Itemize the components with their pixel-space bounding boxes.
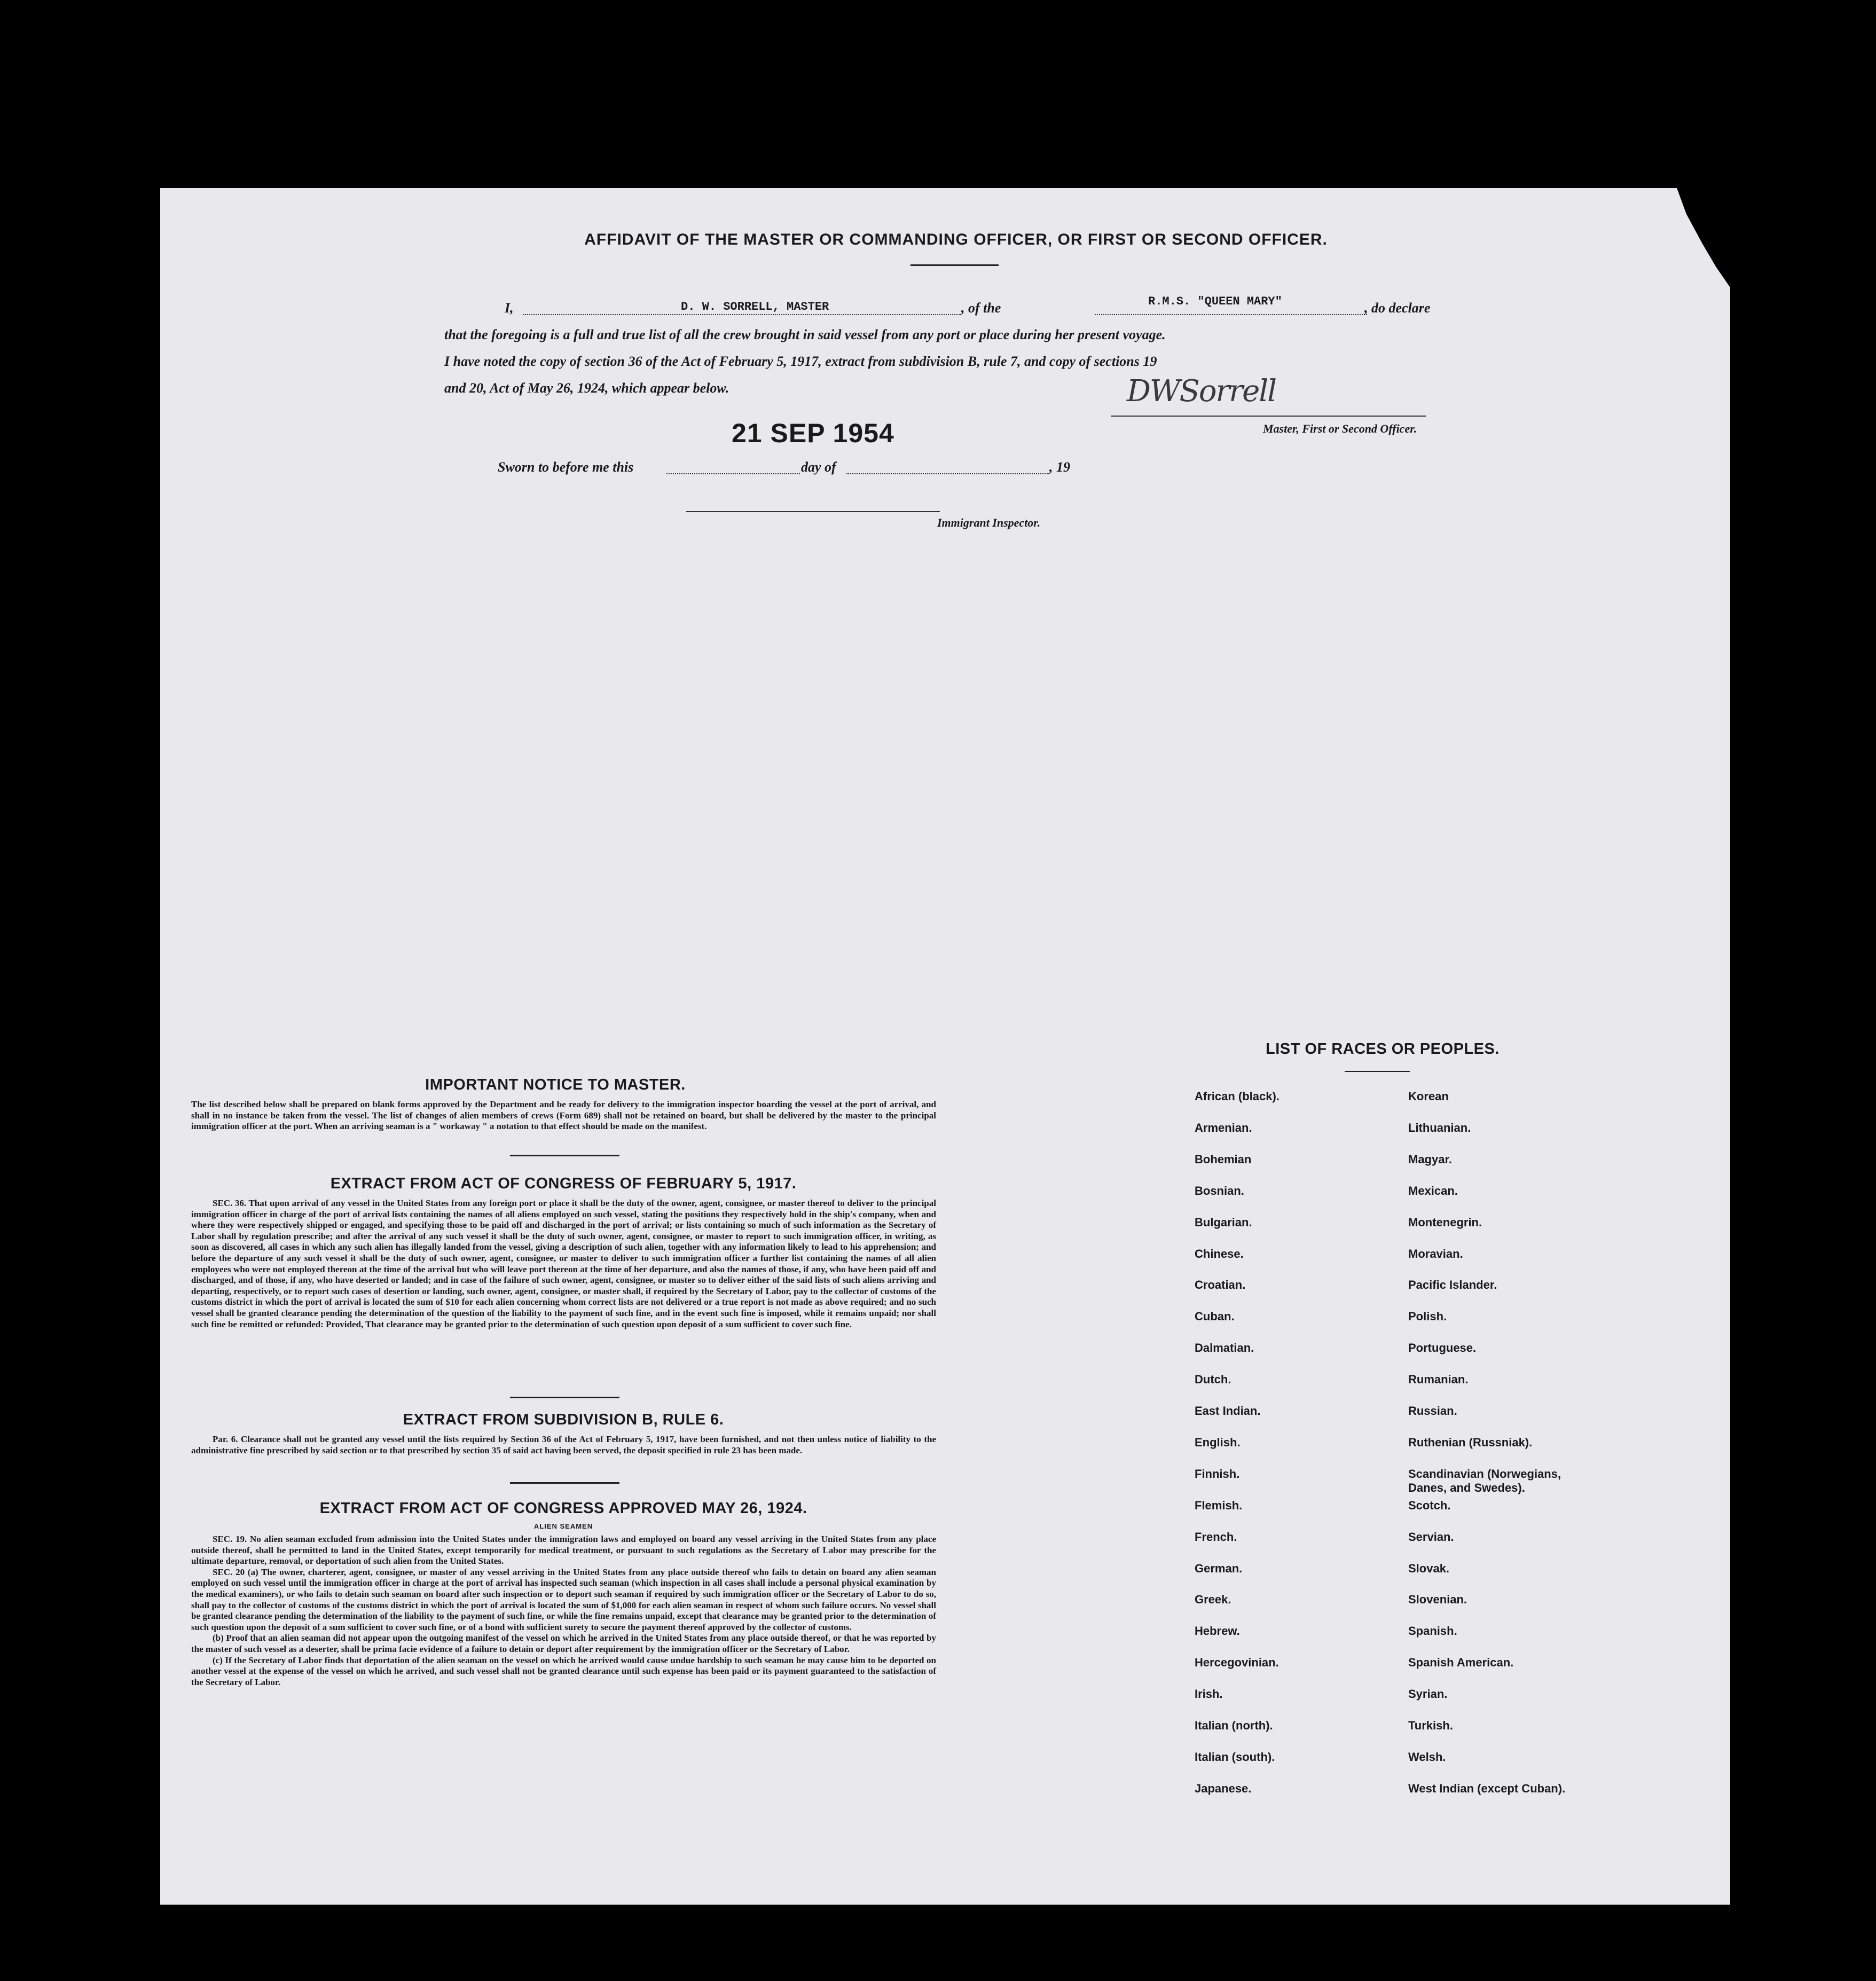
sec-20a: SEC. 20 (a) The owner, charterer, agent, consignee, or master of any vessel arriving in the United States from any place outside thereof who fails to detain on board any alien seaman employed on such vessel until the immigration officer in charge at the port of arrival has inspected such seaman (which inspection in all cases shall include a personal physical examination by the medical examiners), or who fails to detain such seaman on board after such inspection or to deport such seaman if required by such immigration officer or the Secretary of Labor to do so, shall pay to the collector of customs of the customs district in which the port of arrival is located the sum of $1,000 for each alien seaman in respect of whom such failure occurs. No vessel shall be granted clearance pending the determination of the liability to the payment of such fine, or while the fine remains unpaid, except that clearance may be granted prior to the determination of such question upon the deposit of a sum sufficient to cover such fine, or of a bond with sufficient surety to secure the payment thereof approved by the collector of customs. xyxy=(191,1567,936,1632)
binder-hole xyxy=(1780,1365,1809,1393)
inspector-line xyxy=(686,511,940,512)
name-line xyxy=(523,314,961,315)
race-item: Slovenian. xyxy=(1408,1593,1467,1607)
sworn-day-of: day of xyxy=(801,459,836,475)
race-item: Cuban. xyxy=(1195,1310,1235,1324)
declaration-of-the: , of the xyxy=(961,300,1001,316)
race-item: Servian. xyxy=(1408,1530,1454,1544)
sec-20b: (b) Proof that an alien seaman did not appear upon the outgoing manifest of the vessel on which he arrived in the United States from any place outside thereof, or that he was reported by the master of such vessel as a deserter, shall be prima facie evidence of a failure to detain or deport after requirement by the immigration officer or the Secretary of Labor. xyxy=(191,1633,936,1654)
race-item: Croatian. xyxy=(1195,1278,1246,1292)
race-item: Scandinavian (Norwegians, Danes, and Swedes). xyxy=(1408,1467,1561,1494)
binder-hole xyxy=(1780,1724,1809,1753)
race-item: German. xyxy=(1195,1561,1243,1575)
race-item: Rumanian. xyxy=(1408,1373,1469,1387)
vessel-line xyxy=(1095,314,1367,315)
alien-seamen-subhead: ALIEN SEAMEN xyxy=(533,1522,593,1530)
sworn-day-line xyxy=(666,473,800,474)
race-item: Greek. xyxy=(1195,1593,1231,1607)
race-item: Lithuanian. xyxy=(1408,1121,1471,1134)
race-item: Hebrew. xyxy=(1195,1624,1240,1638)
sec-20c: (c) If the Secretary of Labor finds that deportation of the alien seaman on the vessel on which he arrived would cause undue hardship to such seaman he may cause him to be deported on another vessel at the expense of the vessel on which he arrived, and such vessel shall not be granted clearance until such expense has been paid or its payment guaranteed to the satisfaction of the Secretary of Labor. xyxy=(191,1655,936,1687)
title-rule xyxy=(910,264,999,266)
race-item: Japanese. xyxy=(1195,1781,1252,1795)
race-item: English. xyxy=(1195,1435,1241,1449)
signature-line xyxy=(1111,416,1426,417)
race-item: Pacific Islander. xyxy=(1408,1278,1497,1292)
declaration-line-3: and 20, Act of May 26, 1924, which appear below. xyxy=(444,380,729,396)
race-item: Italian (south). xyxy=(1195,1750,1275,1764)
declaration-i: I, xyxy=(505,300,514,316)
declaration-do-declare: , do declare xyxy=(1364,300,1431,316)
race-item: Irish. xyxy=(1195,1687,1223,1701)
race-item: Armenian. xyxy=(1195,1121,1252,1134)
date-stamp: 21 SEP 1954 xyxy=(732,418,894,448)
race-item: Chinese. xyxy=(1195,1247,1244,1260)
race-item: Hercegovinian. xyxy=(1195,1656,1279,1670)
race-item: Moravian. xyxy=(1408,1247,1463,1260)
race-item: Scotch. xyxy=(1408,1498,1451,1512)
race-item: Ruthenian (Russniak). xyxy=(1408,1435,1533,1449)
sworn-year: , 19 xyxy=(1049,459,1070,475)
race-item: Bulgarian. xyxy=(1195,1215,1252,1229)
race-item: Mexican. xyxy=(1408,1184,1458,1197)
extract-1924-title: EXTRACT FROM ACT OF CONGRESS APPROVED MAY 26, 1924. xyxy=(319,1500,807,1517)
extract-1917-body: SEC. 36. That upon arrival of any vessel in the United States from any foreign port or place it shall be the duty of the owner, agent, consignee, or master thereof to deliver to the principal immigration officer in charge of the port of arrival lists containing the names of all aliens employed on such vessel, stating the positions they respectively hold in the ship's company, when and where they were respectively shipped or engaged, and specifying those to be paid off and discharged in the port of arrival; or lists containing so much of such information as the Secretary of Labor shall by regulation prescribe; and after the arrival of any such vessel it shall be the duty of such owner, agent, consignee, or master to report to such immigration officer, in writing, as soon as discovered, all cases in which any such alien has illegally landed from the vessel, giving a description of such alien, together with any information likely to lead to his apprehension; and before the departure of any such vessel it shall be the duty of such owner, agent, consignee, or master to deliver to such immigration officer a further list containing the names of all alien employees who were not employed thereon at the time of the arrival but who will leave port thereon at the time of her departure, and also the names of those, if any, who have been paid off and discharged, and of those, if any, who have deserted or landed; and in case of the failure of such owner, agent, consignee, or master so to deliver either of the said lists of such aliens arriving and departing, respectively, or to report such cases of desertion or landing, such owner, agent, consignee, or master shall, if required by the Secretary of Labor, pay to the collector of customs of the customs district in which the port of arrival is located the sum of $10 for each alien concerning whom correct lists are not delivered or a true report is not made as above required; and no such vessel shall be granted clearance pending the determination of the question of the liability to the payment of such fine, and in the event such fine is imposed, while it remains unpaid; nor shall such fine be remitted or refunded: Provided, That clearance may be granted prior to the determination of such question upon deposit of a sum sufficient to cover such fine. xyxy=(191,1198,936,1329)
sworn-prefix: Sworn to before me this xyxy=(498,459,634,475)
section-rule xyxy=(510,1155,619,1156)
races-rule xyxy=(1345,1071,1410,1072)
binder-hole xyxy=(1773,353,1802,381)
sworn-month-line xyxy=(846,473,1049,474)
vessel-name: R.M.S. "QUEEN MARY" xyxy=(1148,295,1282,308)
master-signature: DWSorrell xyxy=(1127,374,1276,409)
binder-hole xyxy=(1780,795,1809,824)
race-item: Dutch. xyxy=(1195,1373,1231,1387)
race-item: French. xyxy=(1195,1530,1237,1544)
master-name: D. W. SORRELL, MASTER xyxy=(681,300,829,314)
race-item: Russian. xyxy=(1408,1404,1457,1418)
extract-1924-body xyxy=(191,1534,936,1688)
inspector-caption: Immigrant Inspector. xyxy=(937,516,1041,529)
race-item: Bosnian. xyxy=(1195,1184,1244,1197)
race-item: Spanish American. xyxy=(1408,1656,1514,1670)
race-item: Welsh. xyxy=(1408,1750,1446,1764)
race-item: African (black). xyxy=(1195,1090,1280,1103)
race-item: Italian (north). xyxy=(1195,1719,1273,1732)
race-item: Dalmatian. xyxy=(1195,1341,1254,1355)
sec-19: SEC. 19. No alien seaman excluded from admission into the United States under the immigration laws and employed on board any vessel arriving in the United States from any place outside thereof, shall be permitted to land in the United States, except temporarily for medical treatment, or pursuant to such regulations as the Secretary of Labor may prescribe for the ultimate departure, removal, or deportation of such alien from the United States. xyxy=(191,1534,936,1567)
notice-body: The list described below shall be prepared on blank forms approved by the Department and be ready for delivery to the immigration inspector boarding the vessel at the port of arrival, and shall in no instance be taken from the vessel. The list of changes of alien members of crews (Form 689) shall not be retained on board, but shall be delivered by the master to the principal immigration officer at the port. When an arriving seaman is a " workaway " a notation to that effect should be made on the manifest. xyxy=(191,1099,936,1132)
binder-hole xyxy=(1780,1635,1809,1664)
binder-hole xyxy=(1773,438,1802,467)
race-item: Bohemian xyxy=(1195,1152,1252,1166)
declaration-line-1: that the foregoing is a full and true list of all the crew brought in said vessel from any port or place during her present voyage. xyxy=(444,327,1166,342)
race-item: East Indian. xyxy=(1195,1404,1261,1418)
declaration-line-2: I have noted the copy of section 36 of the Act of February 5, 1917, extract from subdivision B, rule 7, and copy of sections 19 xyxy=(444,354,1157,369)
race-item: Finnish. xyxy=(1195,1467,1240,1481)
race-item: West Indian (except Cuban). xyxy=(1408,1781,1566,1795)
race-item: Spanish. xyxy=(1408,1624,1457,1638)
race-item: Polish. xyxy=(1408,1310,1447,1324)
race-item: Syrian. xyxy=(1408,1687,1448,1701)
race-item: Flemish. xyxy=(1195,1498,1243,1512)
section-rule xyxy=(510,1482,619,1484)
section-rule xyxy=(510,1397,619,1398)
race-item: Slovak. xyxy=(1408,1561,1450,1575)
extract-1917-title: EXTRACT FROM ACT OF CONGRESS OF FEBRUARY 5, 1917. xyxy=(330,1175,797,1192)
binder-hole xyxy=(1780,706,1809,735)
race-item: Portuguese. xyxy=(1408,1341,1477,1355)
signer-caption: Master, First or Second Officer. xyxy=(1263,422,1417,435)
race-item: Korean xyxy=(1408,1090,1449,1103)
binder-hole xyxy=(1780,1275,1809,1304)
race-item: Montenegrin. xyxy=(1408,1215,1482,1229)
extract-rule6-title: EXTRACT FROM SUBDIVISION B, RULE 6. xyxy=(403,1411,724,1428)
notice-title: IMPORTANT NOTICE TO MASTER. xyxy=(425,1076,686,1093)
extract-rule6-body: Par. 6. Clearance shall not be granted any vessel until the lists required by Section 36 of the Act of February 5, 1917, have been furnished, and not then unless notice of liability to the administrative fine prescribed by said section or to that prescribed by section 35 of said act having been served, the deposit specified in rule 23 has been made. xyxy=(191,1434,936,1455)
races-title: LIST OF RACES OR PEOPLES. xyxy=(1266,1040,1500,1058)
race-item: Turkish. xyxy=(1408,1719,1453,1732)
race-item: Magyar. xyxy=(1408,1152,1452,1166)
affidavit-title: AFFIDAVIT OF THE MASTER OR COMMANDING OFFICER, OR FIRST OR SECOND OFFICER. xyxy=(584,231,1328,248)
